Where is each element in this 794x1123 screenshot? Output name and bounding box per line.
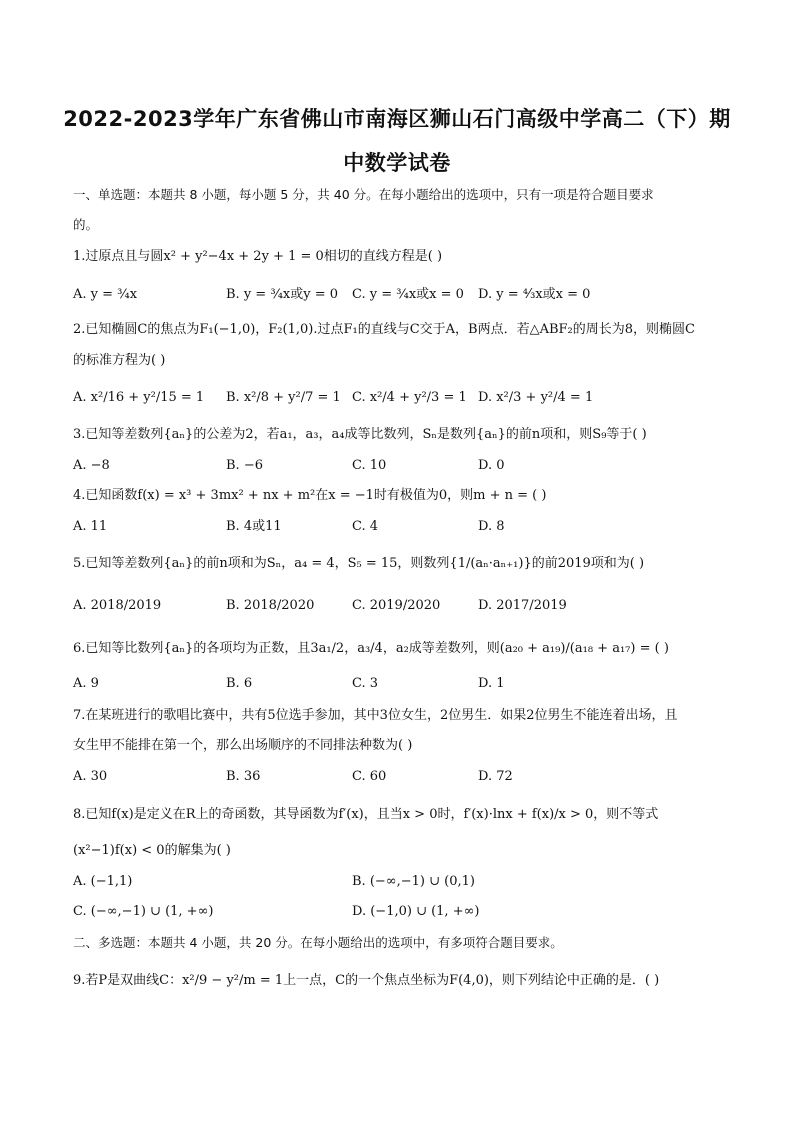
question-1-stem: 1.过原点且与圆x² + y²−4x + 2y + 1 = 0相切的直线方程是( ) (73, 249, 443, 264)
question-7-option-d: D. 72 (478, 769, 513, 784)
question-2-stem-cont: 的标准方程为( ) (73, 353, 166, 368)
question-1-option-c: C. y = ¾x或x = 0 (352, 287, 464, 302)
section-1-heading-cont: 的。 (73, 217, 99, 232)
question-4-option-a: A. 11 (73, 519, 108, 534)
section-1-heading: 一、单选题：本题共 8 小题，每小题 5 分，共 40 分。在每小题给出的选项中，只有一项是符合题目要求 (73, 187, 654, 202)
question-7-option-c: C. 60 (352, 769, 387, 784)
question-8-option-a: A. (−1,1) (73, 874, 133, 889)
question-7-option-a: A. 30 (73, 769, 108, 784)
question-6-option-b: B. 6 (226, 676, 253, 691)
question-5-option-d: D. 2017/2019 (478, 598, 567, 613)
question-3-option-b: B. −6 (226, 458, 263, 473)
question-5-stem: 5.已知等差数列{aₙ}的前n项和为Sₙ，a₄ = 4，S₅ = 15，则数列{1/(aₙ·aₙ₊₁)}的前2019项和为( ) (73, 556, 645, 571)
question-4-option-c: C. 4 (352, 519, 379, 534)
question-5-option-a: A. 2018/2019 (73, 598, 162, 613)
question-2-stem: 2.已知椭圆C的焦点为F₁(−1,0)，F₂(1,0).过点F₁的直线与C交于A，B两点．若△ABF₂的周长为8，则椭圆C (73, 322, 695, 337)
paper-title-line-1: 2022-2023学年广东省佛山市南海区狮山石门高级中学高二（下）期 (63, 107, 731, 131)
question-8-stem: 8.已知f(x)是定义在R上的奇函数，其导函数为f′(x)，且当x > 0时，f′(x)·lnx + f(x)/x > 0，则不等式 (73, 807, 659, 822)
paper-title-line-2: 中数学试卷 (343, 151, 451, 175)
question-9-stem: 9.若P是双曲线C：x²/9 − y²/m = 1上一点，C的一个焦点坐标为F(4,0)，则下列结论中正确的是．( ) (73, 973, 660, 988)
question-4-option-b: B. 4或11 (226, 519, 282, 534)
question-2-option-c: C. x²/4 + y²/3 = 1 (352, 390, 467, 405)
question-8-stem-cont: (x²−1)f(x) < 0的解集为( ) (73, 843, 231, 858)
question-1-option-d: D. y = ⁴⁄₃x或x = 0 (478, 287, 591, 302)
question-2-option-d: D. x²/3 + y²/4 = 1 (478, 390, 594, 405)
question-7-option-b: B. 36 (226, 769, 261, 784)
question-3-option-d: D. 0 (478, 458, 505, 473)
question-4-stem: 4.已知函数f(x) = x³ + 3mx² + nx + m²在x = −1时有极值为0，则m + n = ( ) (73, 488, 547, 503)
question-5-option-c: C. 2019/2020 (352, 598, 441, 613)
question-3-option-c: C. 10 (352, 458, 387, 473)
question-5-option-b: B. 2018/2020 (226, 598, 315, 613)
question-8-option-c: C. (−∞,−1) ∪ (1, +∞) (73, 904, 214, 919)
question-4-option-d: D. 8 (478, 519, 505, 534)
section-2-heading: 二、多选题：本题共 4 小题，共 20 分。在每小题给出的选项中，有多项符合题目要求。 (73, 935, 563, 950)
question-6-stem: 6.已知等比数列{aₙ}的各项均为正数，且3a₁/2，a₃/4，a₂成等差数列，则(a₂₀ + a₁₉)/(a₁₈ + a₁₇) = ( ) (73, 641, 669, 656)
question-8-option-b: B. (−∞,−1) ∪ (0,1) (352, 874, 475, 889)
question-3-stem: 3.已知等差数列{aₙ}的公差为2，若a₁，a₃，a₄成等比数列，Sₙ是数列{aₙ}的前n项和，则S₉等于( ) (73, 427, 647, 442)
question-2-option-b: B. x²/8 + y²/7 = 1 (226, 390, 341, 405)
question-7-stem: 7.在某班进行的歌唱比赛中，共有5位选手参加，其中3位女生，2位男生．如果2位男生不能连着出场，且 (73, 708, 678, 723)
question-8-option-d: D. (−1,0) ∪ (1, +∞) (352, 904, 480, 919)
question-1-option-a: A. y = ¾x (73, 287, 138, 302)
question-6-option-c: C. 3 (352, 676, 379, 691)
question-6-option-d: D. 1 (478, 676, 505, 691)
question-1-option-b: B. y = ¾x或y = 0 (226, 287, 339, 302)
question-2-option-a: A. x²/16 + y²/15 = 1 (73, 390, 205, 405)
question-7-stem-cont: 女生甲不能排在第一个，那么出场顺序的不同排法种数为( ) (73, 738, 413, 753)
question-3-option-a: A. −8 (73, 458, 110, 473)
question-6-option-a: A. 9 (73, 676, 99, 691)
